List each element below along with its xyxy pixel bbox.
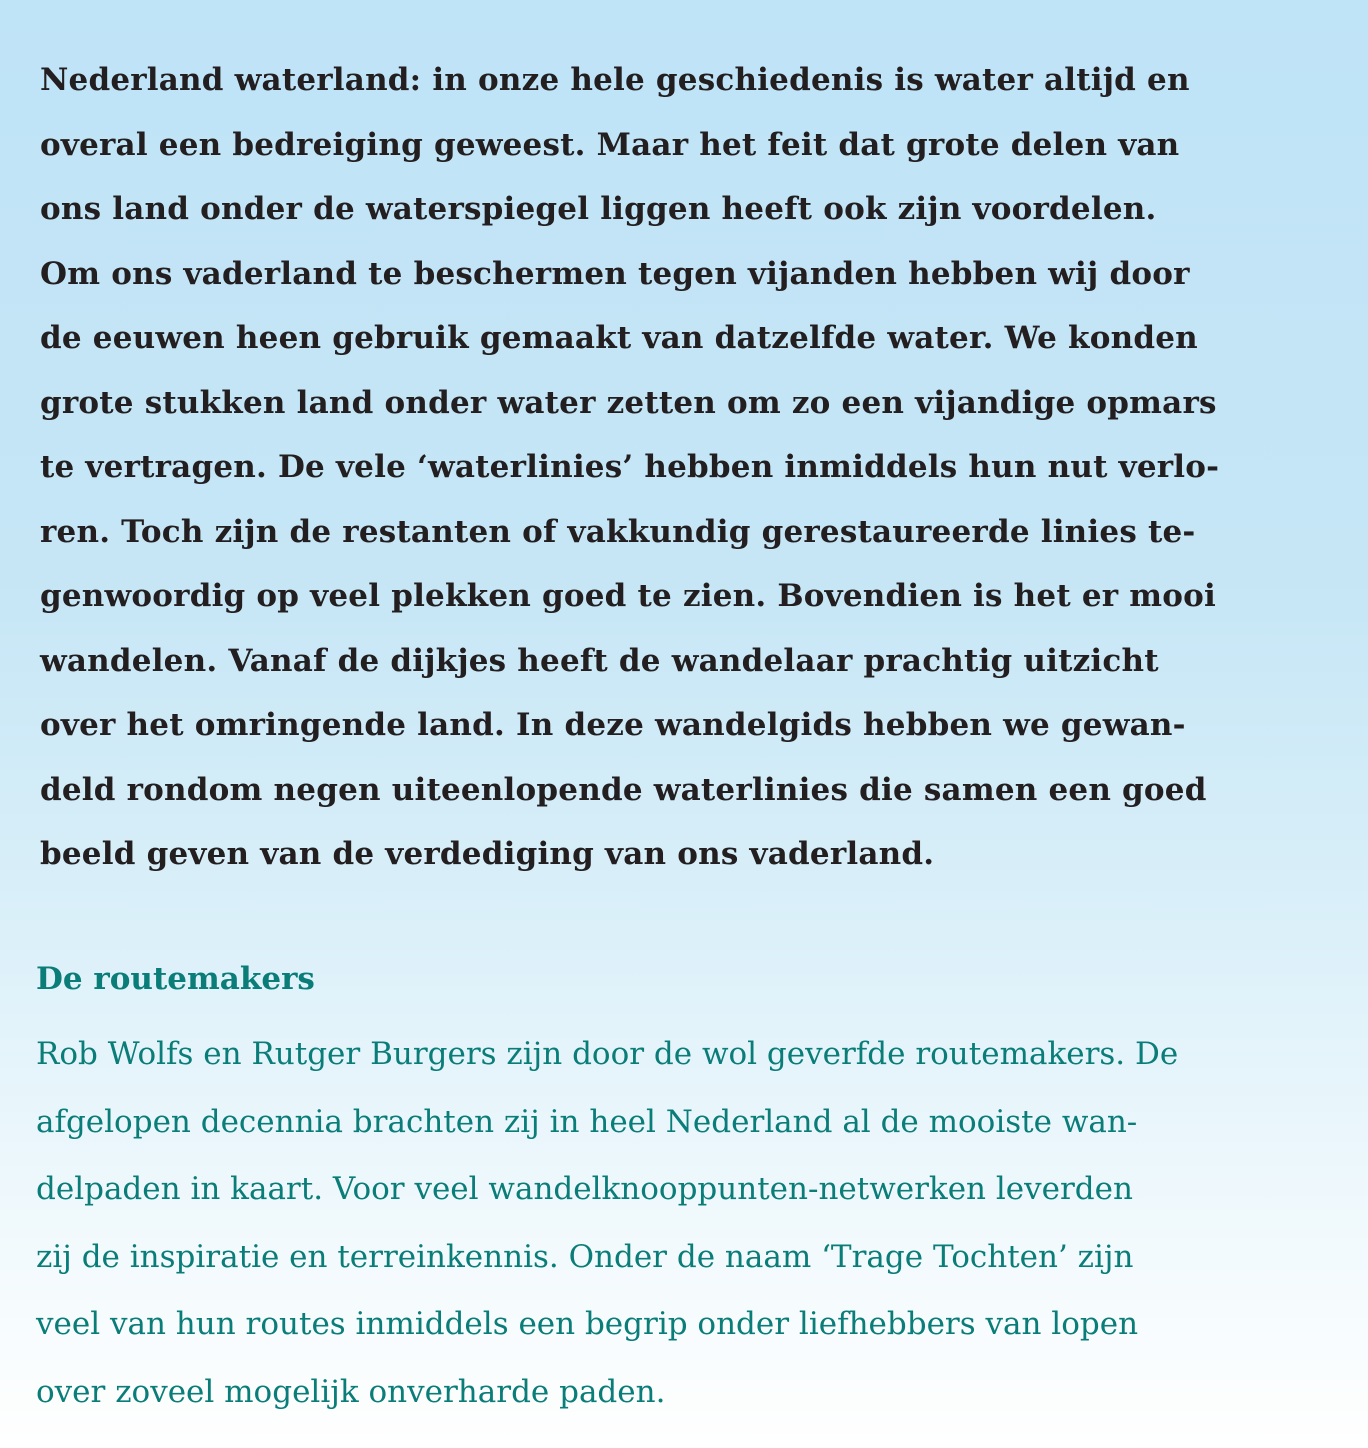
routemakers-line: veel van hun routes inmiddels een begrip onder liefhebbers van lopen bbox=[36, 1306, 1139, 1342]
routemakers-line: zij de inspiratie en terreinkennis. Onder de naam ‘Trage Tochten’ zijn bbox=[36, 1238, 1134, 1275]
section-heading: De routemakers bbox=[36, 961, 315, 997]
intro-line: ren. Toch zijn de restanten of vakkundig gerestaureerde linies te- bbox=[40, 513, 1196, 550]
intro-line: genwoordig op veel plekken goed te zien. Bovendien is het er mooi bbox=[40, 578, 1217, 614]
intro-line: wandelen. Vanaf de dijkjes heeft de wandelaar prachtig uitzicht bbox=[40, 642, 1159, 679]
routemakers-line: Rob Wolfs en Rutger Burgers zijn door de wol geverfde routemakers. De bbox=[36, 1036, 1179, 1072]
intro-line: deld rondom negen uiteenlopende waterlinies die samen een goed bbox=[40, 771, 1207, 808]
intro-line: te vertragen. De vele ‘waterlinies’ hebben inmiddels hun nut verlo- bbox=[40, 449, 1220, 485]
intro-line: beeld geven van de verdediging van ons vaderland. bbox=[40, 836, 935, 872]
routemakers-line: afgelopen decennia brachten zij in heel Nederland al de mooiste wan- bbox=[36, 1103, 1138, 1140]
routemakers-paragraph bbox=[36, 1021, 1346, 1426]
intro-line: de eeuwen heen gebruik gemaakt van datzelfde water. We konden bbox=[40, 320, 1198, 356]
routemakers-line: delpaden in kaart. Voor veel wandelknooppunten-netwerken leverden bbox=[36, 1171, 1133, 1207]
intro-line: grote stukken land onder water zetten om zo een vijandige opmars bbox=[40, 384, 1217, 421]
intro-paragraph bbox=[40, 48, 1340, 887]
intro-line: overal een bedreiging geweest. Maar het feit dat grote delen van bbox=[40, 126, 1180, 163]
intro-line: Om ons vaderland te beschermen tegen vijanden hebben wij door bbox=[40, 255, 1190, 292]
intro-line: Nederland waterland: in onze hele geschiedenis is water altijd en bbox=[40, 62, 1190, 98]
routemakers-line: over zoveel mogelijk onverharde paden. bbox=[36, 1373, 666, 1410]
intro-line: over het omringende land. In deze wandelgids hebben we gewan- bbox=[40, 707, 1186, 743]
intro-line: ons land onder de waterspiegel liggen heeft ook zijn voordelen. bbox=[40, 191, 1157, 227]
